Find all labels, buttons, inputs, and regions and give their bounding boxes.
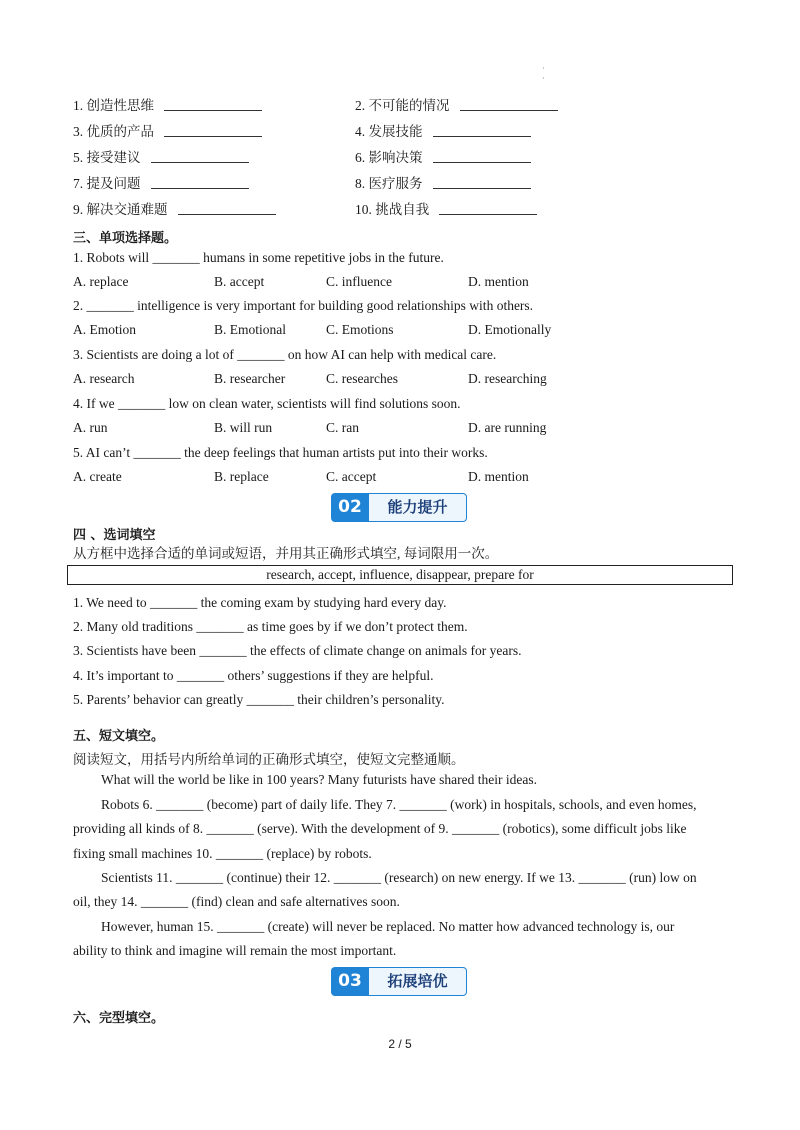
passage-line: fixing small machines 10. _______ (replace) by robots. xyxy=(73,846,372,861)
section-banner-03 xyxy=(331,967,468,996)
translation-grid xyxy=(73,94,733,224)
mc-option[interactable]: B. researcher xyxy=(214,371,286,386)
section4-instruction: 从方框中选择合适的单词或短语，并用其正确形式填空, 每词限用一次。 xyxy=(73,546,499,561)
corner-dots: · · xyxy=(542,64,545,83)
fill-sentence: 2. Many old traditions _______ as time goes by if we don’t protect them. xyxy=(73,619,468,634)
fill-sentence: 1. We need to _______ the coming exam by studying hard every day. xyxy=(73,595,447,610)
mc-option[interactable]: D. mention xyxy=(468,274,529,289)
translation-row xyxy=(73,146,733,172)
section5-instruction: 阅读短文，用括号内所给单词的正确形式填空，使短文完整通顺。 xyxy=(73,752,465,767)
section-banner-02 xyxy=(331,493,468,522)
word-box: research, accept, influence, disappear, prepare for xyxy=(67,565,733,585)
translation-row xyxy=(73,172,733,198)
mc-option[interactable]: A. Emotion xyxy=(73,322,136,337)
translation-item: 8. 医疗服务 xyxy=(355,172,531,192)
translation-row xyxy=(73,120,733,146)
mc-option[interactable]: A. research xyxy=(73,371,135,386)
answer-blank[interactable] xyxy=(164,124,262,137)
section4-title: 四 、选词填空 xyxy=(73,528,156,543)
mc-option[interactable]: B. replace xyxy=(214,469,269,484)
fill-sentence: 4. It’s important to _______ others’ suggestions if they are helpful. xyxy=(73,668,434,683)
mc-options xyxy=(73,322,693,340)
mc-option[interactable]: C. researches xyxy=(326,371,398,386)
mc-option[interactable]: C. accept xyxy=(326,469,377,484)
passage-line: However, human 15. _______ (create) will never be replaced. No matter how advanced technology is, our xyxy=(101,919,675,934)
answer-blank[interactable] xyxy=(151,176,249,189)
translation-item: 1. 创造性思维 xyxy=(73,94,262,114)
mc-question: 2. _______ intelligence is very important for building good relationships with others. xyxy=(73,298,534,313)
mc-option[interactable]: C. ran xyxy=(326,420,359,435)
mc-option[interactable]: C. Emotions xyxy=(326,322,394,337)
mc-option[interactable]: D. mention xyxy=(468,469,529,484)
page-number: 2 / 5 xyxy=(388,1037,412,1051)
banner-number: 03 xyxy=(331,967,369,996)
translation-item: 3. 优质的产品 xyxy=(73,120,262,140)
answer-blank[interactable] xyxy=(439,202,537,215)
translation-item: 9. 解决交通难题 xyxy=(73,198,276,218)
passage-line: providing all kinds of 8. _______ (serve). With the development of 9. _______ (robotics), some difficult jobs like xyxy=(73,821,687,836)
mc-options xyxy=(73,420,693,438)
translation-row xyxy=(73,94,733,120)
passage-line: ability to think and imagine will remain the most important. xyxy=(73,943,397,958)
mc-option[interactable]: A. run xyxy=(73,420,108,435)
mc-option[interactable]: A. create xyxy=(73,469,122,484)
translation-item: 2. 不可能的情况 xyxy=(355,94,558,114)
mc-options xyxy=(73,371,693,389)
mc-option[interactable]: B. accept xyxy=(214,274,265,289)
banner-label: 能力提升 xyxy=(369,493,467,522)
mc-option[interactable]: D. are running xyxy=(468,420,547,435)
answer-blank[interactable] xyxy=(178,202,276,215)
passage-line: Robots 6. _______ (become) part of daily life. They 7. _______ (work) in hospitals, schools, and even homes, xyxy=(101,797,697,812)
mc-option[interactable]: A. replace xyxy=(73,274,129,289)
mc-option[interactable]: D. Emotionally xyxy=(468,322,552,337)
section5-title: 五、短文填空。 xyxy=(73,729,165,744)
translation-row xyxy=(73,198,733,224)
section6-title: 六、完型填空。 xyxy=(73,1011,165,1026)
fill-sentence: 3. Scientists have been _______ the effects of climate change on animals for years. xyxy=(73,643,522,658)
mc-options xyxy=(73,469,693,487)
banner-label: 拓展培优 xyxy=(369,967,467,996)
answer-blank[interactable] xyxy=(433,176,531,189)
passage-line: What will the world be like in 100 years? Many futurists have shared their ideas. xyxy=(101,772,538,787)
translation-item: 5. 接受建议 xyxy=(73,146,249,166)
mc-option[interactable]: B. Emotional xyxy=(214,322,286,337)
mc-options xyxy=(73,274,693,292)
mc-option[interactable]: B. will run xyxy=(214,420,273,435)
mc-question: 5. AI can’t _______ the deep feelings that human artists put into their works. xyxy=(73,445,488,460)
mc-question: 1. Robots will _______ humans in some repetitive jobs in the future. xyxy=(73,250,444,265)
mc-option[interactable]: C. influence xyxy=(326,274,392,289)
translation-item: 10. 挑战自我 xyxy=(355,198,537,218)
answer-blank[interactable] xyxy=(164,98,262,111)
section3-title: 三、单项选择题。 xyxy=(73,231,178,246)
translation-item: 4. 发展技能 xyxy=(355,120,531,140)
answer-blank[interactable] xyxy=(433,150,531,163)
mc-question: 3. Scientists are doing a lot of _______ on how AI can help with medical care. xyxy=(73,347,497,362)
translation-item: 7. 提及问题 xyxy=(73,172,249,192)
answer-blank[interactable] xyxy=(460,98,558,111)
mc-option[interactable]: D. researching xyxy=(468,371,547,386)
translation-item: 6. 影响决策 xyxy=(355,146,531,166)
banner-number: 02 xyxy=(331,493,369,522)
passage-line: oil, they 14. _______ (find) clean and safe alternatives soon. xyxy=(73,894,400,909)
mc-question: 4. If we _______ low on clean water, scientists will find solutions soon. xyxy=(73,396,461,411)
passage-line: Scientists 11. _______ (continue) their 12. _______ (research) on new energy. If we 13. _______ (run) low on xyxy=(101,870,697,885)
answer-blank[interactable] xyxy=(151,150,249,163)
answer-blank[interactable] xyxy=(433,124,531,137)
fill-sentence: 5. Parents’ behavior can greatly _______ their children’s personality. xyxy=(73,692,445,707)
